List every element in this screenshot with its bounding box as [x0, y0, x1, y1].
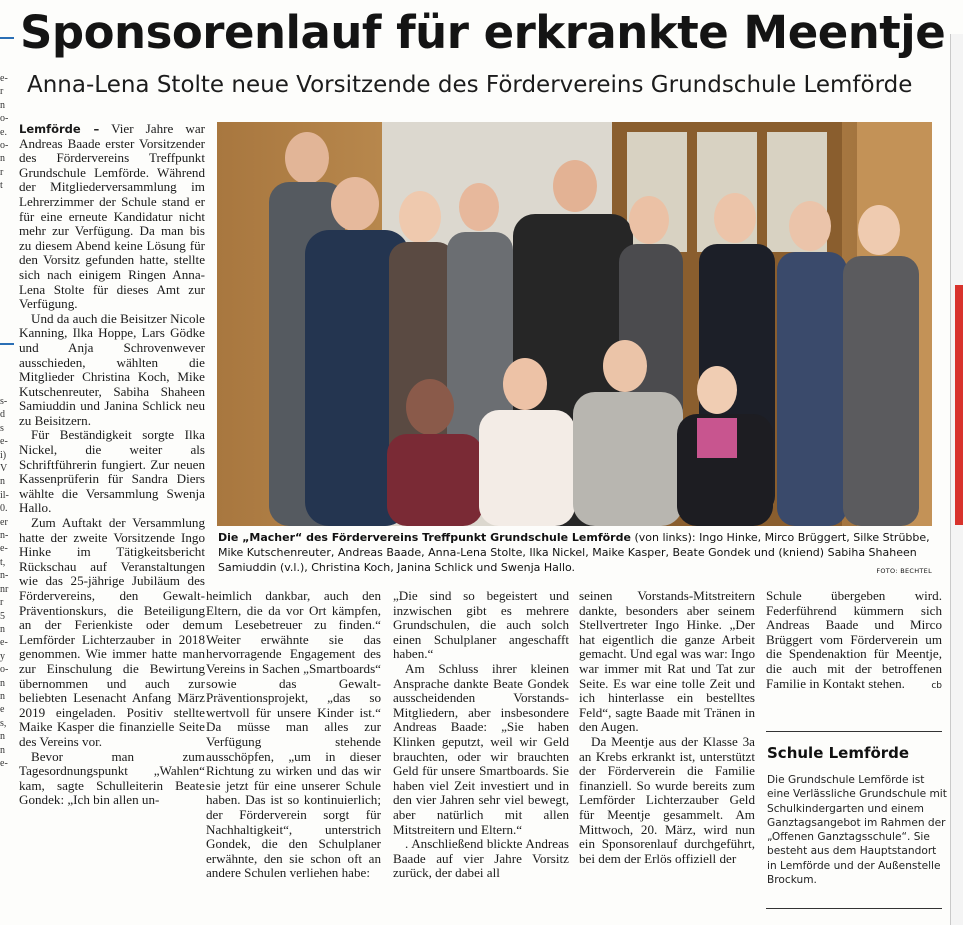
- left-edge-accent: [0, 37, 14, 39]
- caption-text: (von links): Ingo Hinke, Mirco Brüggert, Silke Strübbe, Mike Kutschenreuter, Andreas Baade, Anna-Lena Stolte, Ilka Nickel, Maike Kasper, Beate Gondek und (kniend) Sabiha Shaheen Samiuddin (v.l.), Christina Koch, Janina Schlick und Swenja Hallo.: [218, 531, 930, 574]
- infobox-title: Schule Lemförde: [767, 744, 910, 762]
- infobox-top-rule: [766, 731, 942, 732]
- neighbor-ad-red-panel: [955, 285, 963, 525]
- photo-caption: [218, 530, 932, 579]
- photo-credit: FOTO: BECHTEL: [876, 567, 932, 575]
- neighbor-article-fragment: e- r n o- e. o- n r t: [0, 73, 9, 192]
- article-column-1: [19, 122, 205, 808]
- paragraph: Da Meentje aus der Klasse 3a an Krebs erkrankt ist, unterstützt der Förderverein die Familie finanziell. So wurde bereits zum Lemförder Lichterzauber Geld für Meentje gesammelt. Am Mittwoch, 20. März, wird nun ein Sponsorenlauf durchgeführt, bei dem der Erlös offiziell der: [579, 733, 755, 866]
- paragraph: „Die sind so begeistert und inzwischen gibt es mehrere Grundschulen, die auch solch einen Schulplaner angeschafft haben.“: [393, 588, 569, 662]
- article-column-5: [766, 589, 942, 693]
- group-photo: [217, 122, 932, 526]
- paragraph: Bevor man zum Tagesordnungspunkt „Wahlen“ kam, sagte Schulleiterin Beate Gondek: „Ich bin allen un-: [19, 748, 205, 808]
- paragraph: . Anschließend blickte Andreas Baade auf vier Jahre Vorsitz zurück, der dabei all: [393, 836, 569, 881]
- neighbor-article-fragment: s- d s e- i) V n il- 0. er n- e- t, n- nr r 5 n e- y o- n n e s, n n e-: [0, 396, 9, 769]
- paragraph: Und da auch die Beisitzer Nicole Kanning, Ilka Hoppe, Lars Gödke und Anja Schrovenwever ausschieden, wählten die Mitglieder Christina Koch, Mike Kutschenreuter, Sabiha Shaheen Samiuddin und Janina Schlick neu zu Beisitzern.: [19, 310, 205, 428]
- caption-lead: Die „Macher“ des Fördervereins Treffpunkt Grundschule Lemförde: [218, 531, 631, 544]
- article-headline: Sponsorenlauf für erkrankte Meentje: [20, 6, 946, 59]
- paragraph: Zum Auftakt der Versammlung hatte der zweite Vorsitzende Ingo Hinke im Tätigkeitsbericht Rückschau auf Veranstaltungen wie das 25-jährige Jubiläum des Fördervereins, den Gewalt-Präventionskurs, die Beteiligung an der Ferienkiste oder dem Lemförder Lichterzauber in 2018 genommen. Wie immer hatte man zur Einschulung die Bewirtung übernommen und auch zur beliebten Lesenacht Anfang März 2019 eingeladen. Positiv stellte Maike Kasper die finanzielle Seite des Vereins vor.: [19, 515, 205, 749]
- group-photo-illustration: [217, 122, 932, 526]
- paragraph: Am Schluss ihrer kleinen Ansprache dankte Beate Gondek ausscheidenden Vorstands-Mitgliedern, aber insbesondere Andreas Baade: „Sie haben Klinken geputzt, weil wir Geld brauchten, oder wir brauchten Geld für unsere Smartboards. Sie haben viel Zeit investiert und in den vier Jahren sehr viel bewegt, aber natürlich mit allen Mitstreitern und Eltern.“: [393, 660, 569, 837]
- paragraph: Schule übergeben wird. Federführend kümmern sich Andreas Baade und Mirco Brüggert vom Förderverein um die Spendenaktion für Meentje, die auch mit der betroffenen Familie in Kontakt stehen. cb: [766, 589, 942, 691]
- paragraph: seinen Vorstands-Mitstreitern dankte, besonders aber seinem Stellvertreter Ingo Hinke. „Der hat eigentlich die ganze Arbeit gemacht. Und egal was war: Ingo war immer mit Rat und Tat zur Seite. Es war eine tolle Zeit und ich hinterlasse ein bestelltes Feld“, sagte Baade mit Tränen in den Augen.: [579, 588, 755, 735]
- author-initials: cb: [931, 680, 942, 691]
- article-column-2: [206, 589, 381, 881]
- article-column-4: [579, 589, 755, 866]
- article-column-3: [393, 589, 569, 881]
- paragraph: heimlich dankbar, auch den Eltern, die da vor Ort kämpfen, um Lesebetreuer zu finden.“ Weiter erwähnte sie das hervorragende Engagement des Vereins in Sachen „Smartboards“ sowie das Gewalt-Präventionsprojekt, „das so wertvoll für unsere Kinder ist.“ Da müsse man alles zur Verfügung stehende ausschöpfen, „um in dieser Richtung zu wirken und das wir sie jetzt für eine unserer Schule haben. Das ist so kontinuierlich; der Förderverein sorgt für Nachhaltigkeit“, unterstrich Gondek, die den Schulplaner erwähnte, den sie schon oft an andere Schulen verliehen habe:: [206, 588, 381, 881]
- paragraph: Lemförde – Vier Jahre war Andreas Baade erster Vorsitzender des Fördervereins Treffpunkt Grundschule Lemförde. Während der Mitgliederversammlung im Lehrerzimmer der Schule stand er für eine erneute Kandidatur nicht mehr zur Verfügung. Da man bis zu diesem Abend keine Lösung für den Vorsitz gefunden hatte, stellte sich nach einigem Ringen Anna-Lena Stolte für dieses Amt zur Verfügung.: [19, 121, 205, 312]
- paragraph: Für Beständigkeit sorgte Ilka Nickel, die weiter als Schriftführerin fungiert. Zur neuen Kassenprüferin für Sandra Diers wählte die Versammlung Swenja Hallo.: [19, 427, 205, 516]
- article-subheadline: Anna-Lena Stolte neue Vorsitzende des Fördervereins Grundschule Lemförde: [27, 72, 913, 98]
- infobox-bottom-rule: [766, 908, 942, 909]
- infobox-text: Die Grundschule Lemförde ist eine Verlässliche Grundschule mit Schulkindergarten und einem Ganztagsangebot im Rahmen der „Offenen Ganztagsschule“. Sie besteht aus dem Hauptstandort in Lemförde und der Außenstelle Brockum.: [767, 774, 947, 887]
- left-edge-accent: [0, 343, 14, 345]
- dateline: Lemförde –: [19, 122, 100, 136]
